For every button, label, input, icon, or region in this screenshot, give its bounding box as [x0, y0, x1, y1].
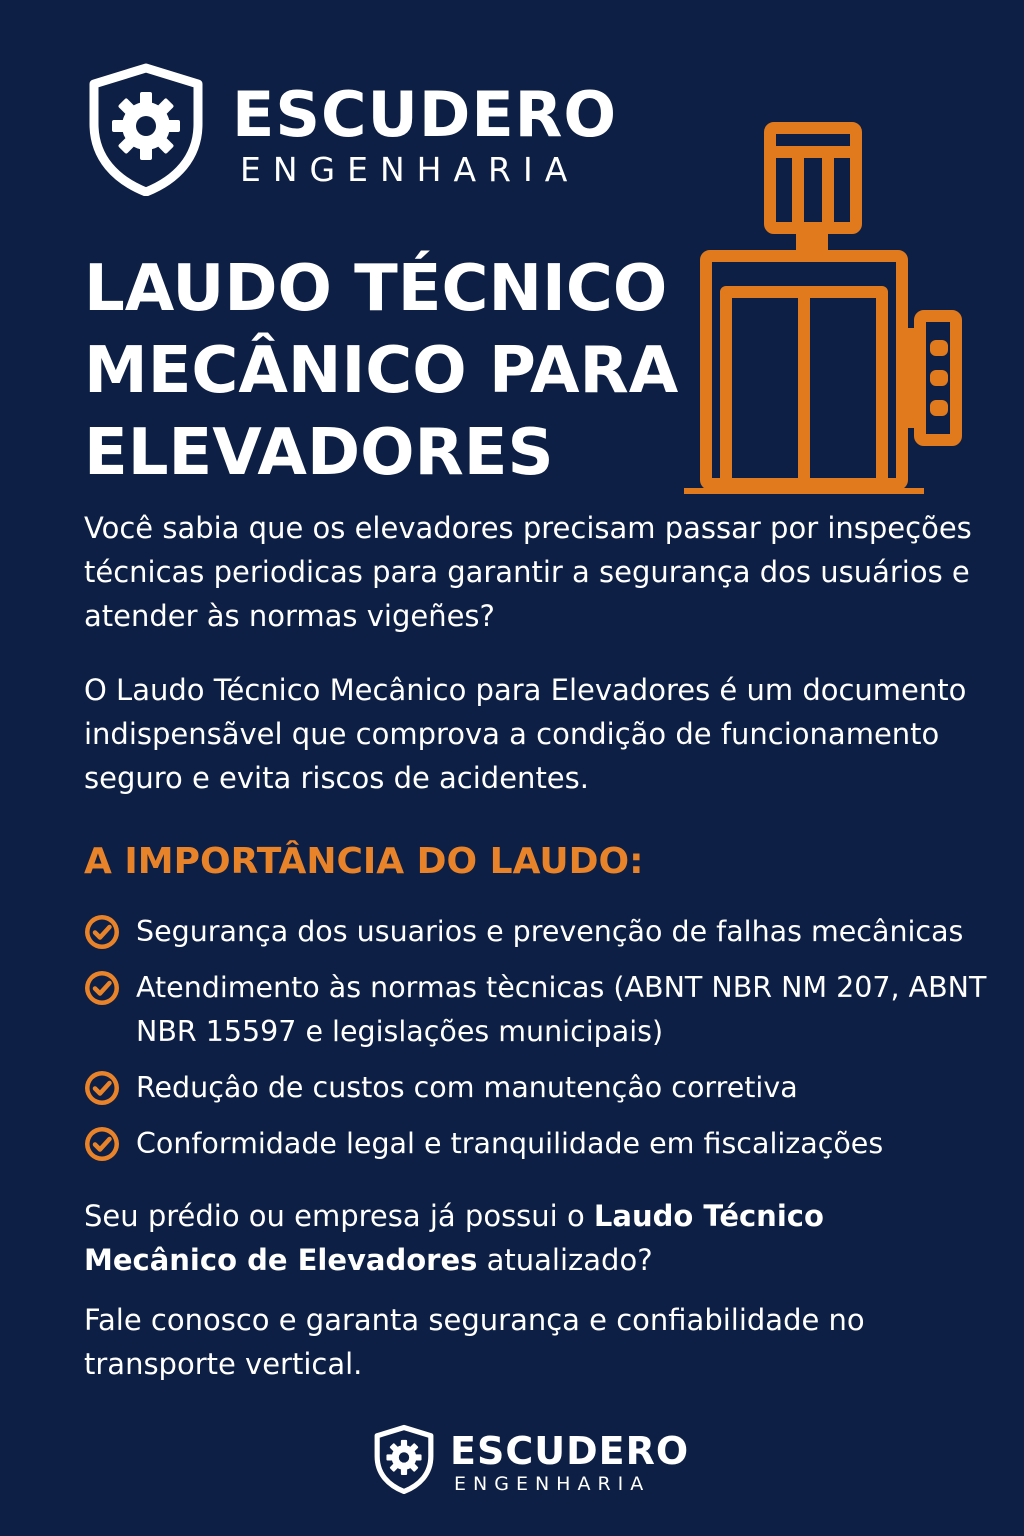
benefit-item [84, 1066, 1014, 1110]
brand-name: ESCUDERO [232, 78, 618, 151]
title-line-2: MECÂNICO PARA [84, 334, 679, 408]
question-suffix: atualizado? [477, 1243, 653, 1277]
shield-gear-icon [84, 62, 208, 196]
page-title [84, 248, 704, 494]
question-prefix: Seu prédio ou empresa já possui o [84, 1199, 594, 1233]
section-heading: A IMPORTÂNCIA DO LAUDO: [84, 841, 644, 882]
benefit-text: Segurança dos usuarios e prevenção de falhas mecânicas [136, 915, 964, 948]
benefit-item [84, 966, 1014, 1054]
footer-shield-gear-icon [372, 1424, 436, 1494]
question-emphasis: Laudo Técnico Mecânico de Elevadores [84, 1199, 824, 1277]
benefit-text: Atendimento às normas tècnicas (ABNT NBR NM 207, ABNT NBR 15597 e legislações municipais) [136, 971, 987, 1048]
benefit-item [84, 1122, 1014, 1166]
check-circle-icon [84, 914, 120, 950]
intro-paragraph: Você sabia que os elevadores precisam passar por inspeções técnicas periodicas para garantir a segurança dos usuários e atender às normas vigeñes? [84, 511, 972, 633]
check-circle-icon [84, 1070, 120, 1106]
check-circle-icon [84, 1126, 120, 1162]
footer-brand-name: ESCUDERO [450, 1429, 690, 1473]
call-to-action: Fale conosco e garanta segurança e confiabilidade no transporte vertical. [84, 1303, 865, 1381]
benefit-text: Conformidade legal e tranquilidade em fiscalizações [136, 1127, 884, 1160]
elevator-icon [680, 118, 970, 498]
description-paragraph: O Laudo Técnico Mecânico para Elevadores é um documento indispensãvel que comprova a condição de funcionamento seguro e evita riscos de acidentes. [84, 673, 967, 795]
check-circle-icon [84, 970, 120, 1006]
benefit-item [84, 910, 1014, 954]
question-paragraph [84, 1194, 984, 1282]
title-line-3: ELEVADORES [84, 416, 554, 490]
title-line-1: LAUDO TÉCNICO [84, 252, 668, 326]
footer-brand-subtitle: ENGENHARIA [454, 1473, 651, 1495]
brand-subtitle: ENGENHARIA [240, 150, 580, 189]
benefit-text: Reduçâo de custos com manutençâo corretiva [136, 1071, 798, 1104]
